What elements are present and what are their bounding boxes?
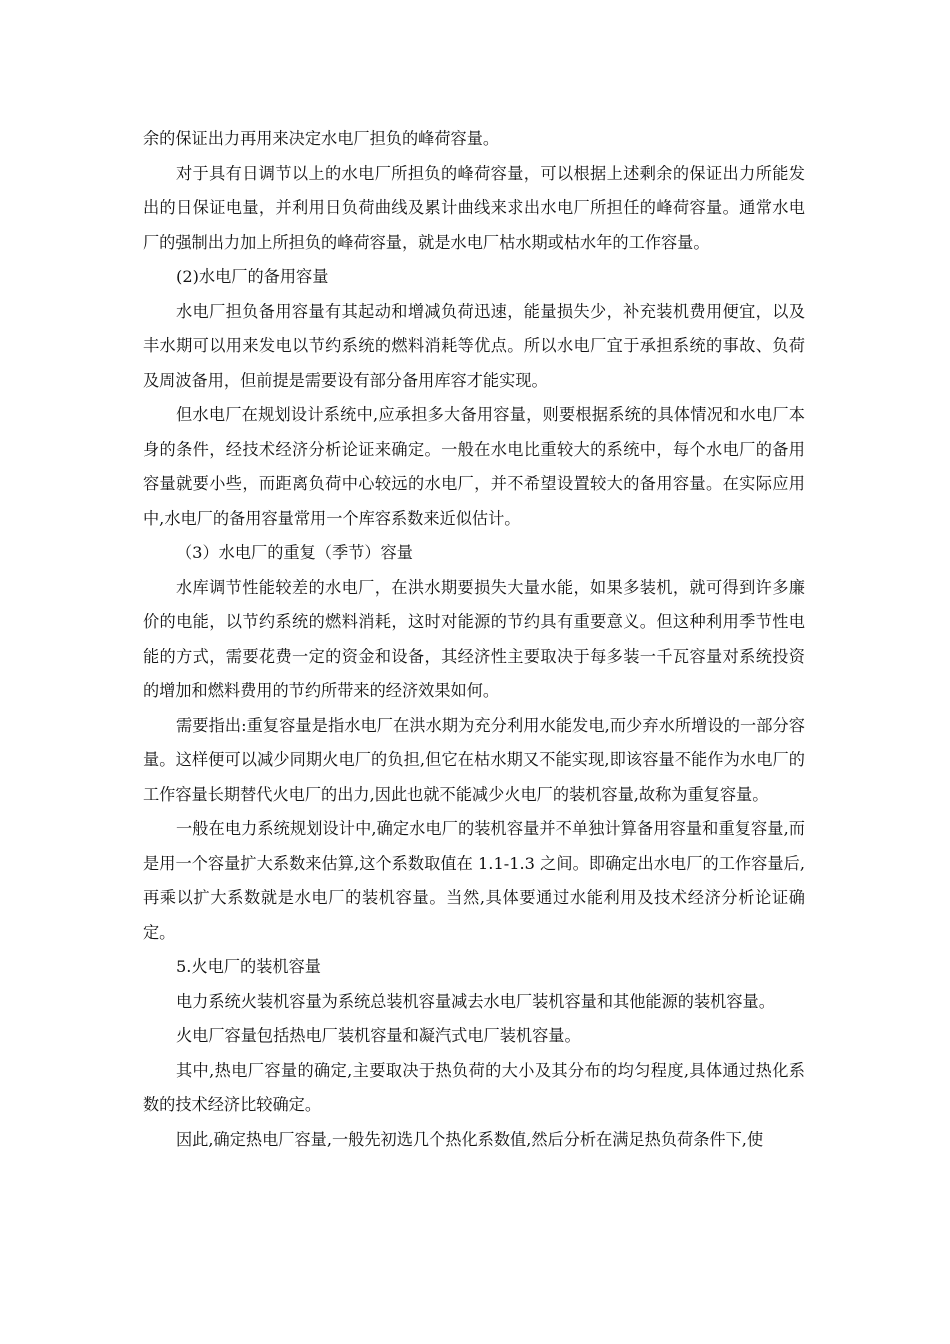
paragraph: 一般在电力系统规划设计中,确定水电厂的装机容量并不单独计算备用容量和重复容量,而是用一个容量扩大系数来估算,这个系数取值在 1.1-1.3 之间。即确定出水电厂的工作容量后,再乘以扩大系数就是水电厂的装机容量。当然,具体要通过水能利用及技术经济分析论证确定。 [143,819,805,942]
section-heading: （3）水电厂的重复（季节）容量 [176,543,413,562]
paragraph: 水电厂担负备用容量有其起动和增减负荷迅速，能量损失少，补充装机费用便宜，以及丰水期可以用来发电以节约系统的燃料消耗等优点。所以水电厂宜于承担系统的事故、负荷及周波备用，但前提是需要设有部分备用库容才能实现。 [143,301,805,390]
paragraph: 火电厂容量包括热电厂装机容量和凝汽式电厂装机容量。 [176,1026,581,1045]
paragraph: 其中,热电厂容量的确定,主要取决于热负荷的大小及其分布的均匀程度,具体通过热化系数的技术经济比较确定。 [143,1060,805,1114]
paragraph: 但水电厂在规划设计系统中,应承担多大备用容量，则要根据系统的具体情况和水电厂本身的条件，经技术经济分析论证来确定。一般在水电比重较大的系统中，每个水电厂的备用容量就要小些，而距离负荷中心较远的水电厂，并不希望设置较大的备用容量。在实际应用中,水电厂的备用容量常用一个库容系数来近似估计。 [143,405,805,528]
document-body [143,122,805,1157]
paragraph: 余的保证出力再用来决定水电厂担负的峰荷容量。 [143,129,500,148]
section-heading: 5.火电厂的装机容量 [176,957,321,976]
paragraph: 需要指出:重复容量是指水电厂在洪水期为充分利用水能发电,而少弃水所增设的一部分容量。这样便可以减少同期火电厂的负担,但它在枯水期又不能实现,即该容量不能作为水电厂的工作容量长期替代火电厂的出力,因此也就不能减少火电厂的装机容量,故称为重复容量。 [143,715,805,804]
paragraph: 水库调节性能较差的水电厂，在洪水期要损失大量水能，如果多装机，就可得到许多廉价的电能，以节约系统的燃料消耗，这时对能源的节约具有重要意义。但这种利用季节性电能的方式，需要花费一定的资金和设备，其经济性主要取决于每多装一千瓦容量对系统投资的增加和燃料费用的节约所带来的经济效果如何。 [143,577,805,700]
paragraph: 因此,确定热电厂容量,一般先初选几个热化系数值,然后分析在满足热负荷条件下,使 [176,1129,764,1149]
paragraph: 电力系统火装机容量为系统总装机容量减去水电厂装机容量和其他能源的装机容量。 [176,991,775,1011]
section-heading: (2)水电厂的备用容量 [176,267,329,286]
paragraph: 对于具有日调节以上的水电厂所担负的峰荷容量，可以根据上述剩余的保证出力所能发出的日保证电量，并利用日负荷曲线及累计曲线来求出水电厂所担任的峰荷容量。通常水电厂的强制出力加上所担负的峰荷容量，就是水电厂枯水期或枯水年的工作容量。 [143,163,805,252]
